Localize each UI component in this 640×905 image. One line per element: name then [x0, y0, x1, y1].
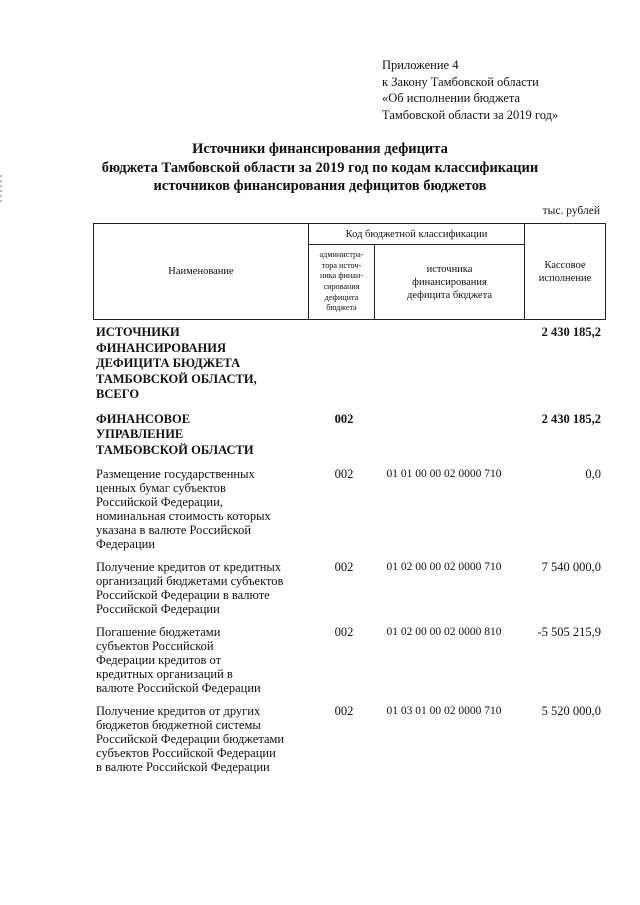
row-name	[96, 704, 311, 774]
row-name	[96, 625, 311, 695]
row-name-line: УПРАВЛЕНИЕ	[96, 427, 184, 441]
header-admin-line: дефицита	[324, 292, 359, 302]
row-amount: 5 520 000,0	[541, 704, 601, 718]
row-name-line: Российской Федерации бюджетами	[96, 732, 285, 746]
row-name-line: номинальная стоимость которых	[96, 509, 271, 523]
header-source	[375, 245, 525, 320]
row-name-line: валюте Российской Федерации	[96, 681, 261, 695]
row-amount: 7 540 000,0	[541, 560, 601, 574]
title-line: Источники финансирования дефицита	[192, 141, 448, 157]
table-row	[96, 560, 601, 616]
row-source-code: 01 02 00 00 02 0000 810	[386, 626, 502, 638]
annex-note	[382, 57, 558, 123]
table-header	[93, 223, 606, 320]
header-source-line: финансирования	[412, 276, 487, 288]
title-line: бюджета Тамбовской области за 2019 год по кодам классификации	[101, 159, 539, 176]
header-admin-line: ника финан-	[319, 271, 364, 281]
table-body	[96, 325, 601, 783]
row-name	[96, 412, 311, 459]
row-admin-code: 002	[334, 467, 354, 481]
row-name-line: ТАМБОВСКОЙ ОБЛАСТИ	[96, 442, 254, 457]
table-row-administrator	[96, 412, 601, 459]
row-source-code	[369, 412, 519, 459]
header-source-line: дефицита бюджета	[407, 289, 492, 301]
row-amount: -5 505 215,9	[537, 625, 601, 639]
header-admin	[309, 245, 375, 320]
header-source-line: источника	[426, 263, 473, 275]
annex-line: «Об исполнении бюджета	[382, 91, 521, 105]
row-name-line: субъектов Российской Федерации	[96, 746, 276, 760]
row-source-code: 01 01 00 00 02 0000 710	[386, 468, 502, 480]
row-name-line: Получение кредитов от других	[96, 704, 261, 718]
row-name-line: бюджетов бюджетной системы	[96, 718, 261, 732]
row-name-line: указана в валюте Российской	[96, 523, 252, 537]
row-admin-code: 002	[334, 560, 354, 574]
row-admin-code	[311, 325, 369, 403]
row-name-line: организаций бюджетами субъектов	[96, 574, 284, 588]
row-admin-code: 002	[334, 411, 354, 426]
row-name-line: ВСЕГО	[96, 387, 140, 401]
header-name: Наименование	[94, 224, 309, 320]
annex-line: Приложение 4	[382, 58, 459, 72]
header-amount	[525, 224, 606, 320]
row-source-code: 01 03 01 00 02 0000 710	[386, 705, 502, 717]
row-name-line: субъектов Российской	[96, 639, 214, 653]
document-title	[0, 140, 640, 196]
annex-line: Тамбовской области за 2019 год»	[382, 107, 559, 122]
row-name-line: в валюте Российской Федерации	[96, 760, 270, 774]
row-admin-code: 002	[334, 625, 354, 639]
header-admin-line: тора источ-	[321, 260, 362, 270]
row-name-line: кредитных организаций в	[96, 667, 233, 681]
header-admin-line: сирования	[323, 282, 360, 291]
table-row	[96, 467, 601, 551]
row-name-line: Погашение бюджетами	[96, 625, 221, 639]
row-name-line: Федерации	[96, 537, 156, 551]
row-name-line: ДЕФИЦИТА БЮДЖЕТА	[96, 356, 241, 370]
row-name-line: ценных бумаг субъектов	[96, 481, 226, 495]
header-amount-line: Кассовое	[544, 259, 586, 271]
row-name-line: ТАМБОВСКОЙ ОБЛАСТИ,	[96, 371, 257, 386]
row-name-line: ИСТОЧНИКИ	[96, 325, 180, 339]
header-admin-line: администра-	[319, 250, 364, 260]
row-name-line: Федерации кредитов от	[96, 653, 222, 667]
header-code-group: Код бюджетной классификации	[309, 224, 525, 245]
row-amount: 2 430 185,2	[541, 325, 601, 339]
table-row	[96, 625, 601, 695]
title-line: источников финансирования дефицитов бюджетов	[153, 178, 487, 194]
header-amount-line: исполнение	[538, 272, 592, 284]
header-admin-line: бюджета	[326, 303, 357, 313]
row-source-code	[369, 325, 519, 403]
units-label: тыс. рублей	[542, 205, 600, 217]
row-name-line: Получение кредитов от кредитных	[96, 560, 282, 574]
row-name-line: ФИНАНСОВОЕ	[96, 411, 191, 426]
row-name-line: ФИНАНСИРОВАНИЯ	[96, 340, 227, 355]
row-amount: 2 430 185,2	[541, 411, 601, 426]
row-name-line: Российской Федерации	[96, 602, 220, 616]
row-name	[96, 560, 311, 616]
annex-line: к Закону Тамбовской области	[382, 74, 539, 89]
row-name-line: Размещение государственных	[96, 467, 255, 481]
row-name-line: Российской Федерации,	[96, 495, 223, 509]
row-source-code: 01 02 00 00 02 0000 710	[386, 561, 502, 573]
row-amount: 0,0	[585, 467, 601, 481]
row-name	[96, 325, 311, 403]
row-admin-code: 002	[334, 704, 354, 718]
table-row-total	[96, 325, 601, 403]
row-name	[96, 467, 311, 551]
row-name-line: Российской Федерации в валюте	[96, 588, 270, 602]
table-row	[96, 704, 601, 774]
